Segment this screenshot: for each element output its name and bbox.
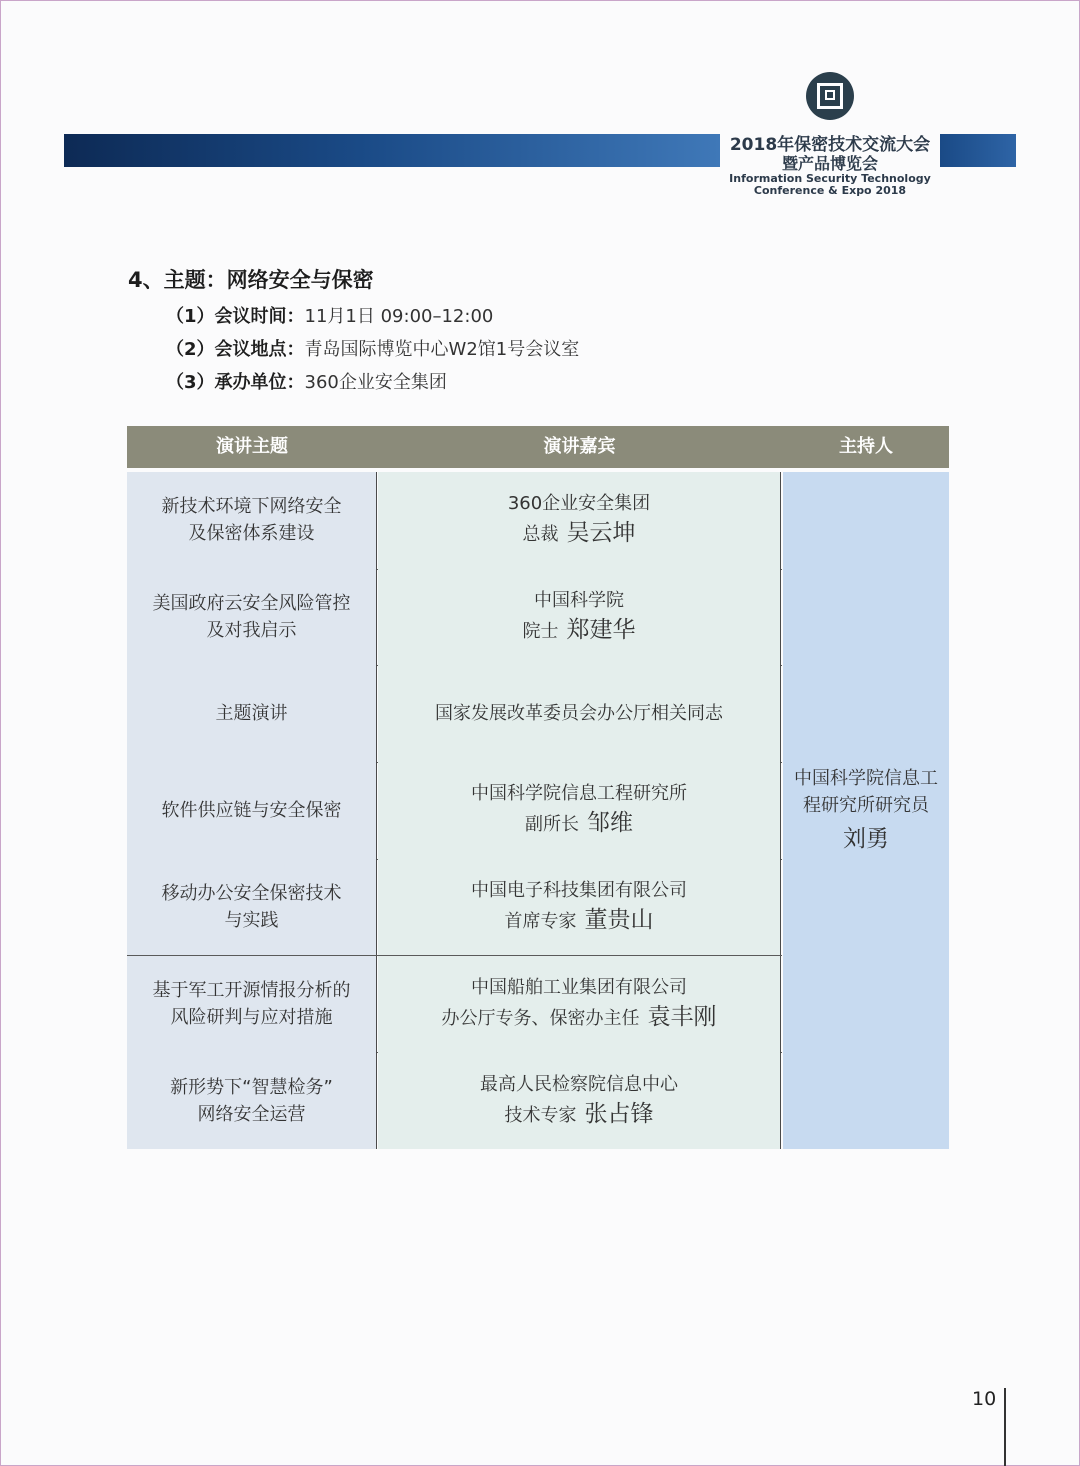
table-row — [127, 569, 782, 667]
speaker-name: 张占锋 — [584, 1100, 654, 1127]
speaker-cell — [378, 665, 781, 762]
header-host: 主持人 — [839, 436, 893, 457]
speaker-name: 董贵山 — [584, 907, 654, 934]
meeting-time-value: 11月1日 09:00–12:00 — [304, 306, 494, 327]
topic-cell — [127, 472, 377, 569]
speaker-org: 中国电子科技集团有限公司 — [471, 880, 687, 902]
topic-cell — [127, 762, 377, 859]
header-topic: 演讲主题 — [216, 436, 288, 457]
topic-text: 新技术环境下网络安全 及保密体系建设 — [161, 496, 342, 545]
header-speaker: 演讲嘉宾 — [543, 436, 616, 457]
topic-text: 软件供应链与安全保密 — [161, 799, 342, 821]
topic-text: 基于军工开源情报分析的 风险研判与应对措施 — [152, 979, 351, 1028]
speaker-title-line — [505, 905, 654, 937]
speaker-org: 中国船舶工业集团有限公司 — [471, 976, 687, 998]
brand-title-en: Information Security Technology — [729, 172, 931, 185]
table-row — [127, 762, 782, 860]
speaker-title: 办公厅专务、保密办主任 — [441, 1007, 640, 1029]
speaker-cell — [378, 1052, 781, 1149]
building-seal-icon — [806, 72, 854, 120]
brand-subtitle-cn: 暨产品博览会 — [781, 154, 878, 173]
speaker-org: 国家发展改革委员会办公厅相关同志 — [435, 702, 723, 724]
meeting-place-value: 青岛国际博览中心W2馆1号会议室 — [304, 339, 580, 360]
speaker-title-line — [525, 808, 633, 840]
host-cell — [783, 472, 949, 1149]
speaker-org: 最高人民检察院信息中心 — [480, 1073, 678, 1095]
speaker-org: 360企业安全集团 — [507, 493, 651, 515]
speaker-cell — [378, 472, 781, 569]
speaker-title-line — [523, 518, 636, 550]
topic-text: 移动办公安全保密技术 与实践 — [161, 883, 342, 932]
speaker-org: 中国科学院 — [534, 590, 624, 612]
topic-cell — [127, 1052, 377, 1149]
organizer-value: 360企业安全集团 — [304, 372, 447, 393]
topic-cell — [127, 859, 377, 956]
speaker-org: 中国科学院信息工程研究所 — [471, 783, 687, 805]
speaker-name: 袁丰刚 — [647, 1003, 717, 1030]
speaker-title: 院士 — [522, 621, 559, 643]
speaker-title: 副所长 — [525, 814, 579, 836]
table-row — [127, 1052, 782, 1149]
host-org: 中国科学院信息工程研究所研究员 — [794, 767, 938, 816]
header-band-right — [940, 134, 1016, 167]
brand-title-cn: 2018年保密技术交流大会 — [729, 135, 931, 155]
table-row — [127, 665, 782, 763]
speaker-title: 首席专家 — [504, 911, 577, 933]
speaker-title: 技术专家 — [504, 1104, 577, 1126]
speaker-name: 吴云坤 — [566, 520, 636, 547]
table-row — [127, 859, 782, 957]
meeting-time-label: （1）会议时间： — [166, 306, 305, 327]
page-number: 10 — [972, 1388, 997, 1410]
brand-subtitle-en: Conference & Expo 2018 — [753, 184, 907, 197]
speaker-title-line — [523, 615, 636, 647]
host-name: 刘勇 — [843, 825, 889, 852]
header-band-left — [64, 134, 720, 167]
meeting-place-label: （2）会议地点： — [166, 339, 305, 360]
page-number-rule — [1004, 1388, 1006, 1466]
speaker-cell — [378, 569, 781, 666]
speaker-name: 邹维 — [587, 810, 633, 837]
meeting-time-line — [166, 302, 493, 328]
table-row — [127, 956, 782, 1054]
table-header — [127, 426, 949, 468]
section-title: 4、主题：网络安全与保密 — [128, 268, 374, 292]
topic-cell — [127, 569, 377, 666]
organizer-label: （3）承办单位： — [166, 372, 305, 393]
table-row — [127, 472, 782, 570]
topic-cell — [127, 956, 377, 1053]
meeting-place-line — [166, 335, 579, 361]
speaker-title-line — [505, 1099, 654, 1131]
topic-cell — [127, 665, 377, 762]
speaker-name: 郑建华 — [566, 617, 636, 644]
speaker-title-line — [442, 1002, 717, 1034]
speaker-title: 总裁 — [522, 524, 559, 546]
speaker-cell — [378, 956, 781, 1053]
speaker-cell — [378, 762, 781, 859]
organizer-line — [166, 368, 447, 394]
topic-text: 新形势下“智慧检务” 网络安全运营 — [170, 1076, 333, 1125]
topic-text: 美国政府云安全风险管控 及对我启示 — [152, 593, 351, 642]
speaker-cell — [378, 859, 781, 956]
topic-text: 主题演讲 — [215, 703, 288, 725]
